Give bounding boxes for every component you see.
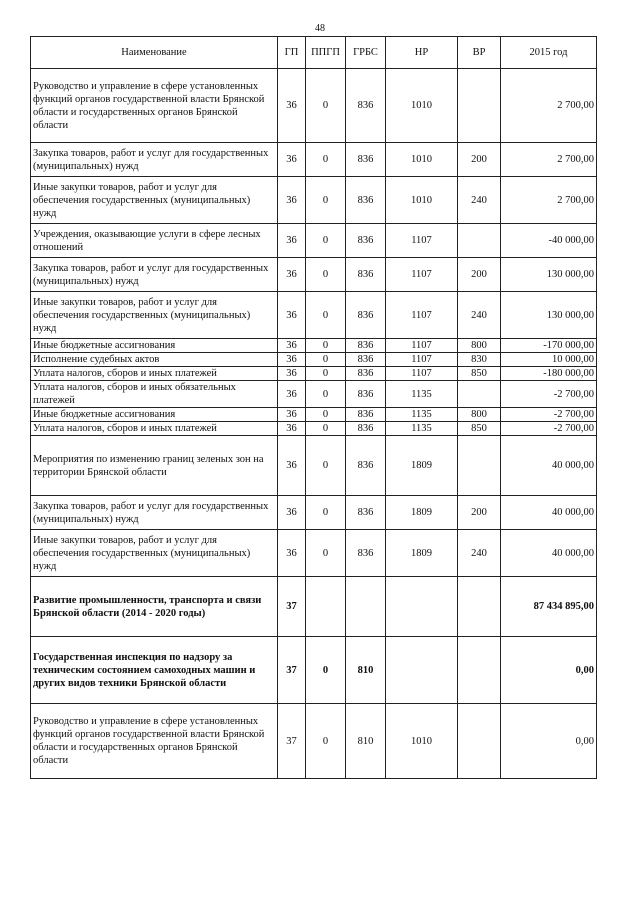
cell-ppgp: 0 bbox=[306, 367, 346, 381]
cell-vr bbox=[458, 577, 501, 637]
cell-gp: 36 bbox=[278, 367, 306, 381]
cell-amount: 10 000,00 bbox=[501, 353, 597, 367]
cell-amount: 40 000,00 bbox=[501, 530, 597, 577]
cell-ppgp: 0 bbox=[306, 637, 346, 704]
cell-nr: 1809 bbox=[386, 530, 458, 577]
cell-nr: 1010 bbox=[386, 143, 458, 177]
cell-grbs: 836 bbox=[346, 422, 386, 436]
cell-nr: 1135 bbox=[386, 422, 458, 436]
cell-name: Исполнение судебных актов bbox=[31, 353, 278, 367]
table-row bbox=[31, 339, 597, 353]
cell-gp: 36 bbox=[278, 353, 306, 367]
cell-vr: 200 bbox=[458, 258, 501, 292]
cell-gp: 36 bbox=[278, 422, 306, 436]
cell-grbs: 836 bbox=[346, 408, 386, 422]
cell-name: Иные бюджетные ассигнования bbox=[31, 408, 278, 422]
cell-grbs: 836 bbox=[346, 143, 386, 177]
table-row bbox=[31, 367, 597, 381]
cell-ppgp: 0 bbox=[306, 353, 346, 367]
cell-grbs: 810 bbox=[346, 637, 386, 704]
cell-name: Уплата налогов, сборов и иных платежей bbox=[31, 422, 278, 436]
cell-ppgp: 0 bbox=[306, 381, 346, 408]
cell-nr: 1010 bbox=[386, 69, 458, 143]
cell-nr bbox=[386, 637, 458, 704]
table-row bbox=[31, 637, 597, 704]
table-row bbox=[31, 422, 597, 436]
cell-grbs: 836 bbox=[346, 69, 386, 143]
cell-gp: 36 bbox=[278, 143, 306, 177]
cell-vr: 800 bbox=[458, 339, 501, 353]
cell-grbs: 836 bbox=[346, 436, 386, 496]
col-header-nr: НР bbox=[386, 37, 458, 69]
col-header-name: Наименование bbox=[31, 37, 278, 69]
cell-ppgp: 0 bbox=[306, 408, 346, 422]
table-row bbox=[31, 292, 597, 339]
cell-vr bbox=[458, 436, 501, 496]
cell-gp: 36 bbox=[278, 408, 306, 422]
table-row bbox=[31, 177, 597, 224]
cell-nr bbox=[386, 577, 458, 637]
cell-gp: 36 bbox=[278, 69, 306, 143]
table-row bbox=[31, 496, 597, 530]
budget-table bbox=[30, 36, 597, 779]
cell-nr: 1107 bbox=[386, 367, 458, 381]
cell-amount: 40 000,00 bbox=[501, 436, 597, 496]
cell-nr: 1010 bbox=[386, 704, 458, 779]
cell-grbs bbox=[346, 577, 386, 637]
cell-name: Иные закупки товаров, работ и услуг для обеспечения государственных (муниципальных) нужд bbox=[31, 292, 278, 339]
cell-amount: -40 000,00 bbox=[501, 224, 597, 258]
cell-name: Уплата налогов, сборов и иных платежей bbox=[31, 367, 278, 381]
cell-gp: 36 bbox=[278, 381, 306, 408]
cell-grbs: 836 bbox=[346, 177, 386, 224]
cell-grbs: 836 bbox=[346, 258, 386, 292]
cell-amount: -2 700,00 bbox=[501, 381, 597, 408]
cell-nr: 1107 bbox=[386, 258, 458, 292]
cell-amount: 2 700,00 bbox=[501, 69, 597, 143]
cell-amount: 40 000,00 bbox=[501, 496, 597, 530]
cell-amount: 87 434 895,00 bbox=[501, 577, 597, 637]
cell-amount: 2 700,00 bbox=[501, 143, 597, 177]
cell-nr: 1107 bbox=[386, 224, 458, 258]
cell-ppgp: 0 bbox=[306, 339, 346, 353]
cell-ppgp: 0 bbox=[306, 436, 346, 496]
cell-grbs: 836 bbox=[346, 367, 386, 381]
cell-nr: 1107 bbox=[386, 339, 458, 353]
cell-gp: 36 bbox=[278, 224, 306, 258]
cell-name: Развитие промышленности, транспорта и связи Брянской области (2014 - 2020 годы) bbox=[31, 577, 278, 637]
cell-amount: -170 000,00 bbox=[501, 339, 597, 353]
cell-gp: 37 bbox=[278, 704, 306, 779]
table-row bbox=[31, 436, 597, 496]
cell-name: Мероприятия по изменению границ зеленых зон на территории Брянской области bbox=[31, 436, 278, 496]
col-header-gp: ГП bbox=[278, 37, 306, 69]
cell-grbs: 836 bbox=[346, 292, 386, 339]
cell-grbs: 836 bbox=[346, 339, 386, 353]
cell-name: Уплата налогов, сборов и иных обязательных платежей bbox=[31, 381, 278, 408]
cell-ppgp: 0 bbox=[306, 69, 346, 143]
table-row bbox=[31, 530, 597, 577]
cell-name: Руководство и управление в сфере установленных функций органов государственной власти Брянской области и государственных органов Брянской области bbox=[31, 704, 278, 779]
cell-ppgp: 0 bbox=[306, 177, 346, 224]
cell-amount: 0,00 bbox=[501, 704, 597, 779]
cell-name: Учреждения, оказывающие услуги в сфере лесных отношений bbox=[31, 224, 278, 258]
cell-vr: 850 bbox=[458, 422, 501, 436]
cell-vr: 240 bbox=[458, 530, 501, 577]
table-row bbox=[31, 704, 597, 779]
cell-nr: 1809 bbox=[386, 436, 458, 496]
col-header-year: 2015 год bbox=[501, 37, 597, 69]
cell-grbs: 810 bbox=[346, 704, 386, 779]
cell-vr: 240 bbox=[458, 177, 501, 224]
cell-nr: 1135 bbox=[386, 408, 458, 422]
cell-grbs: 836 bbox=[346, 530, 386, 577]
cell-name: Иные закупки товаров, работ и услуг для обеспечения государственных (муниципальных) нужд bbox=[31, 177, 278, 224]
cell-gp: 36 bbox=[278, 177, 306, 224]
cell-ppgp: 0 bbox=[306, 704, 346, 779]
cell-vr: 200 bbox=[458, 496, 501, 530]
cell-vr: 240 bbox=[458, 292, 501, 339]
cell-name: Закупка товаров, работ и услуг для государственных (муниципальных) нужд bbox=[31, 143, 278, 177]
page-number: 48 bbox=[315, 23, 325, 34]
table-row bbox=[31, 353, 597, 367]
cell-vr bbox=[458, 381, 501, 408]
table-row bbox=[31, 143, 597, 177]
cell-ppgp: 0 bbox=[306, 224, 346, 258]
cell-gp: 36 bbox=[278, 530, 306, 577]
table-row bbox=[31, 381, 597, 408]
cell-nr: 1809 bbox=[386, 496, 458, 530]
cell-ppgp: 0 bbox=[306, 143, 346, 177]
col-header-ppgp: ППГП bbox=[306, 37, 346, 69]
cell-amount: 130 000,00 bbox=[501, 292, 597, 339]
table-row bbox=[31, 224, 597, 258]
cell-vr: 800 bbox=[458, 408, 501, 422]
cell-gp: 37 bbox=[278, 637, 306, 704]
cell-ppgp: 0 bbox=[306, 292, 346, 339]
cell-gp: 37 bbox=[278, 577, 306, 637]
cell-grbs: 836 bbox=[346, 224, 386, 258]
cell-vr bbox=[458, 224, 501, 258]
cell-vr: 200 bbox=[458, 143, 501, 177]
table-row bbox=[31, 577, 597, 637]
cell-ppgp bbox=[306, 577, 346, 637]
cell-nr: 1107 bbox=[386, 353, 458, 367]
cell-gp: 36 bbox=[278, 339, 306, 353]
table-header-row bbox=[31, 37, 597, 69]
cell-vr bbox=[458, 704, 501, 779]
cell-nr: 1107 bbox=[386, 292, 458, 339]
cell-amount: 0,00 bbox=[501, 637, 597, 704]
cell-grbs: 836 bbox=[346, 353, 386, 367]
cell-gp: 36 bbox=[278, 496, 306, 530]
cell-ppgp: 0 bbox=[306, 496, 346, 530]
table-row bbox=[31, 69, 597, 143]
cell-vr: 830 bbox=[458, 353, 501, 367]
table-row bbox=[31, 258, 597, 292]
cell-name: Руководство и управление в сфере установленных функций органов государственной власти Брянской области и государственных органов Брянской области bbox=[31, 69, 278, 143]
cell-name: Государственная инспекция по надзору за техническим состоянием самоходных машин и других видов техники Брянской области bbox=[31, 637, 278, 704]
cell-vr: 850 bbox=[458, 367, 501, 381]
cell-amount: -2 700,00 bbox=[501, 408, 597, 422]
cell-ppgp: 0 bbox=[306, 530, 346, 577]
cell-ppgp: 0 bbox=[306, 422, 346, 436]
cell-nr: 1135 bbox=[386, 381, 458, 408]
cell-name: Иные закупки товаров, работ и услуг для обеспечения государственных (муниципальных) нужд bbox=[31, 530, 278, 577]
cell-vr bbox=[458, 637, 501, 704]
cell-amount: 130 000,00 bbox=[501, 258, 597, 292]
cell-gp: 36 bbox=[278, 436, 306, 496]
cell-amount: -180 000,00 bbox=[501, 367, 597, 381]
cell-grbs: 836 bbox=[346, 496, 386, 530]
cell-ppgp: 0 bbox=[306, 258, 346, 292]
cell-amount: 2 700,00 bbox=[501, 177, 597, 224]
table-row bbox=[31, 408, 597, 422]
col-header-vr: ВР bbox=[458, 37, 501, 69]
cell-name: Закупка товаров, работ и услуг для государственных (муниципальных) нужд bbox=[31, 258, 278, 292]
cell-amount: -2 700,00 bbox=[501, 422, 597, 436]
cell-grbs: 836 bbox=[346, 381, 386, 408]
cell-name: Иные бюджетные ассигнования bbox=[31, 339, 278, 353]
cell-nr: 1010 bbox=[386, 177, 458, 224]
cell-vr bbox=[458, 69, 501, 143]
col-header-grbs: ГРБС bbox=[346, 37, 386, 69]
cell-name: Закупка товаров, работ и услуг для государственных (муниципальных) нужд bbox=[31, 496, 278, 530]
cell-gp: 36 bbox=[278, 258, 306, 292]
cell-gp: 36 bbox=[278, 292, 306, 339]
